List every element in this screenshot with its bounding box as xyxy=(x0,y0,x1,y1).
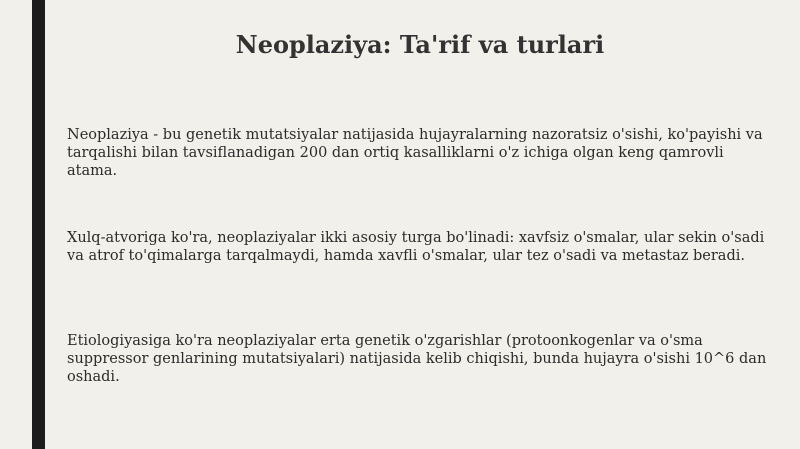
slide-title: Neoplaziya: Ta'rif va turlari xyxy=(235,30,605,59)
left-accent-bar xyxy=(32,0,45,449)
paragraph-etiology: Etiologiyasiga ko'ra neoplaziyalar erta genetik o'zgarishlar (protoonkogenlar va o'sma suppressor genlarining mutatsiyalari) natijasida kelib chiqishi, bunda hujayra o'sishi 10^6 dan oshadi. xyxy=(67,333,767,385)
paragraph-definition: Neoplaziya - bu genetik mutatsiyalar natijasida hujayralarning nazoratsiz o'sishi, ko'payishi va tarqalishi bilan tavsiflanadigan 200 dan ortiq kasalliklarni o'z ichiga olgan keng qamrovli atama. xyxy=(67,127,763,179)
paragraph-types: Xulq-atvoriga ko'ra, neoplaziyalar ikki asosiy turga bo'linadi: xavfsiz o'smalar, ular sekin o'sadi va atrof to'qimalarga tarqalmaydi, hamda xavfli o'smalar, ular tez o'sadi va metastaz beradi. xyxy=(67,230,765,264)
